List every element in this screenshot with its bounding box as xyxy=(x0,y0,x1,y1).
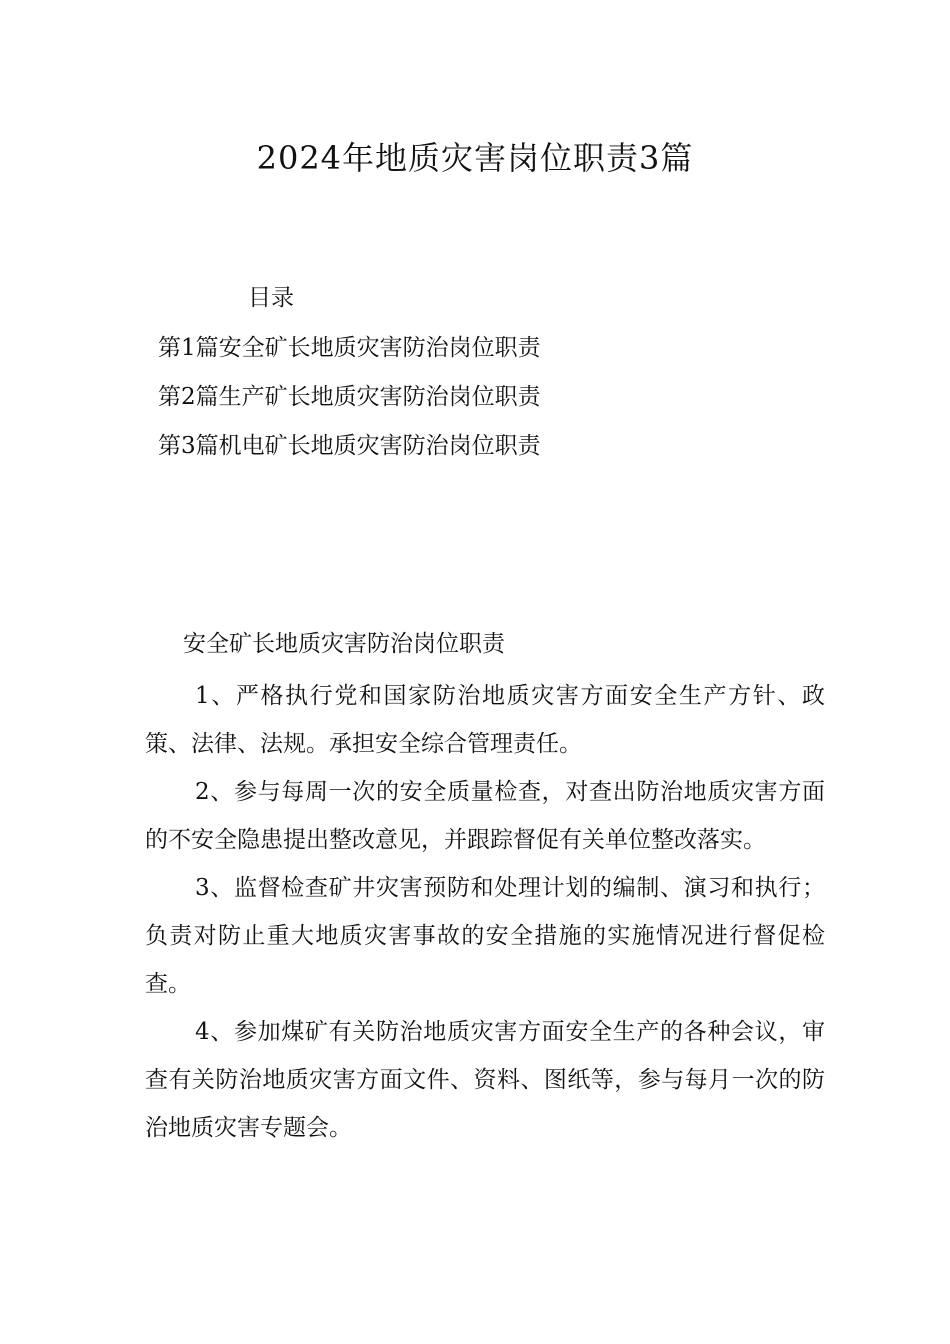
section-body xyxy=(145,672,825,1152)
toc-heading: 目录 xyxy=(248,285,294,311)
toc-item-2[interactable]: 第2篇生产矿长地质灾害防治岗位职责 xyxy=(158,384,541,410)
paragraph-3: 3、监督检查矿井灾害预防和处理计划的编制、演习和执行；负责对防止重大地质灾害事故的安全措施的实施情况进行督促检查。 xyxy=(145,875,825,997)
paragraph-1: 1、严格执行党和国家防治地质灾害方面安全生产方针、政策、法律、法规。承担安全综合管理责任。 xyxy=(145,683,825,757)
section-heading: 安全矿长地质灾害防治岗位职责 xyxy=(183,631,505,657)
toc-item-1[interactable]: 第1篇安全矿长地质灾害防治岗位职责 xyxy=(158,335,541,361)
paragraph-2: 2、参与每周一次的安全质量检查，对查出防治地质灾害方面的不安全隐患提出整改意见，并跟踪督促有关单位整改落实。 xyxy=(145,779,825,853)
paragraph-4: 4、参加煤矿有关防治地质灾害方面安全生产的各种会议，审查有关防治地质灾害方面文件、资料、图纸等，参与每月一次的防治地质灾害专题会。 xyxy=(145,1019,825,1141)
document-title: 2024年地质灾害岗位职责3篇 xyxy=(256,139,694,177)
toc-item-3[interactable]: 第3篇机电矿长地质灾害防治岗位职责 xyxy=(158,433,541,459)
